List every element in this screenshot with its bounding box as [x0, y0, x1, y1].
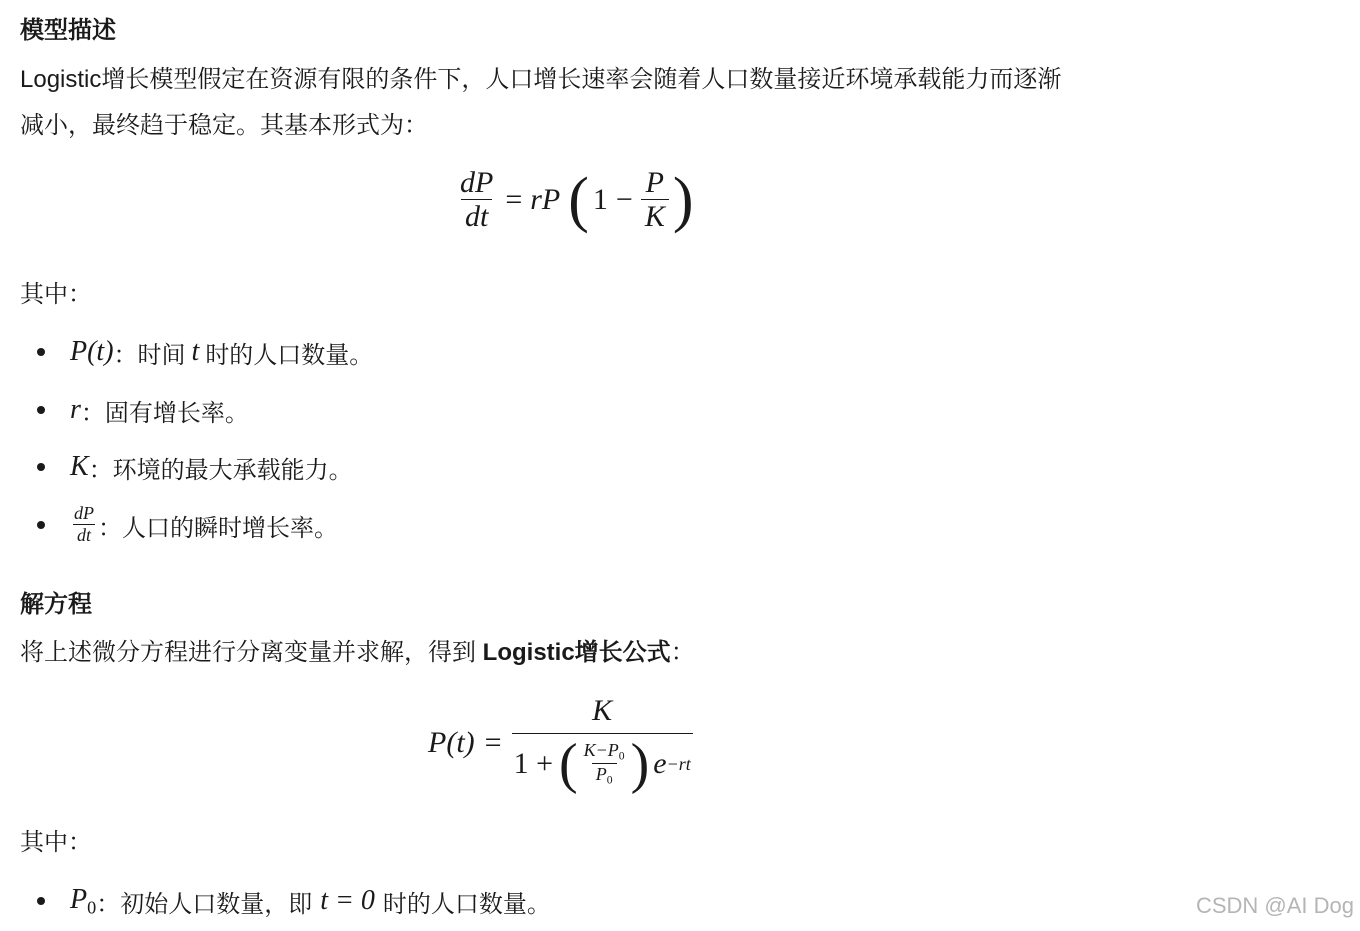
eq1-rP: rP [530, 183, 561, 217]
bullet-item-r [70, 392, 249, 428]
intro-line-2: 减小，最终趋于稳定。其基本形式为： [20, 112, 428, 139]
eq1-lhs-denominator: dt [461, 199, 492, 235]
solve-line-colon: ： [670, 639, 695, 666]
intro-line-1: Logistic增长模型假定在资源有限的条件下，人口增长速率会随着人口数量接近环境承载能力而逐渐 [20, 66, 1062, 93]
bullet-dot [37, 463, 45, 471]
symbol-t: t [191, 336, 200, 367]
bullet-dot [37, 521, 45, 529]
section-heading-model: 模型描述 [20, 17, 116, 44]
bullet-text: ：固有增长率。 [80, 399, 249, 427]
bullet-text-tail: 时的人口数量。 [205, 341, 374, 369]
eq2-e: e [653, 746, 667, 780]
where-label-2: 其中： [20, 829, 92, 856]
bullet-dot [37, 348, 45, 356]
solve-line-text: 将上述微分方程进行分离变量并求解，得到 [20, 639, 483, 666]
bullet-item-K [70, 449, 353, 485]
bullet-item-P0 [70, 883, 551, 919]
symbol-r: r [70, 394, 81, 425]
eq2-exponent: −rt [666, 753, 691, 774]
symbol-K: K [70, 451, 89, 482]
watermark: CSDN @AI Dog [1195, 893, 1354, 918]
symbol-dt: dt [73, 524, 95, 546]
section-heading-solve: 解方程 [20, 591, 92, 618]
eq2-lhs: P(t) [428, 726, 475, 759]
symbol-P-sub: 0 [87, 897, 97, 918]
eq2-equals: = [484, 726, 502, 759]
eq1-numerator: P [645, 166, 664, 199]
eq2-right-paren: ) [630, 733, 650, 795]
eq2-inner-den-sub: 0 [606, 773, 613, 787]
eq2-left-paren: ( [558, 733, 578, 795]
eq2-inner-denominator [592, 763, 617, 787]
symbol-dP: dP [74, 503, 94, 524]
symbol-Pt: P(t) [70, 336, 114, 367]
bullet-text-tail: 时的人口数量。 [382, 890, 551, 918]
eq2-inner-numerator [580, 741, 629, 763]
logistic-solution-equation [428, 694, 693, 795]
symbol-P: P [70, 883, 88, 915]
eq2-inner-den-text: P [595, 764, 607, 785]
eq2-denominator [512, 733, 693, 795]
eq1-one: 1 [592, 183, 608, 217]
eq1-right-paren: ) [672, 166, 694, 235]
eq2-inner-num-text: K−P [583, 739, 619, 760]
eq2-one-plus: 1 + [513, 746, 553, 780]
bullet-item-Pt [70, 334, 373, 370]
eq2-inner-num-sub: 0 [618, 749, 625, 763]
solve-line-bold: Logistic增长公式 [482, 639, 671, 666]
logistic-differential-equation [456, 166, 694, 235]
solve-line [20, 629, 695, 677]
where-label-1: 其中： [20, 281, 92, 308]
bullet-text: ：人口的瞬时增长率。 [98, 514, 338, 542]
bullet-text: ：环境的最大承载能力。 [88, 456, 353, 484]
eq1-denominator: K [641, 199, 669, 235]
eq1-lhs-numerator: dP [460, 166, 494, 199]
eq1-left-paren: ( [568, 166, 589, 235]
bullet-dot [37, 406, 45, 414]
bullet-item-dPdt [70, 503, 338, 547]
bullet-text: ：初始人口数量，即 [96, 890, 313, 918]
symbol-t-eq-0: t = 0 [320, 885, 375, 916]
eq1-equals: = [505, 183, 523, 217]
symbol-P0 [70, 884, 96, 918]
bullet-dot [37, 897, 45, 905]
bullet-text: ：时间 [113, 341, 186, 369]
eq2-numerator: K [592, 694, 613, 727]
eq1-minus: − [615, 183, 633, 217]
